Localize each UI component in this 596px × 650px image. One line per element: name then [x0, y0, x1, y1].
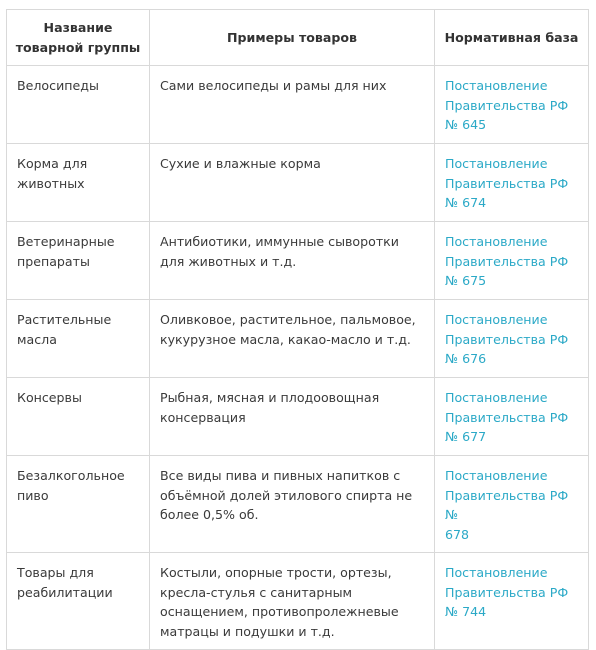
- cell-line[interactable]: Правительства РФ: [445, 409, 569, 425]
- cell-line: объёмной долей этилового спирта не: [160, 487, 413, 503]
- cell-base-link[interactable]: [435, 456, 589, 553]
- cell-examples: [150, 144, 435, 222]
- cell-line: Консервы: [17, 390, 82, 405]
- cell-group: [7, 378, 150, 456]
- cell-base-link[interactable]: [435, 66, 589, 144]
- cell-examples: [150, 66, 435, 144]
- cell-line[interactable]: № 677: [445, 429, 487, 444]
- cell-line: Рыбная, мясная и плодоовощная: [160, 390, 380, 405]
- table-row: [7, 553, 589, 650]
- cell-line: препараты: [17, 253, 90, 269]
- cell-line[interactable]: Постановление: [445, 78, 548, 93]
- cell-line: кресла-стулья с санитарным: [160, 584, 353, 600]
- cell-line: Оливковое, растительное, пальмовое,: [160, 312, 416, 327]
- cell-line: Безалкогольное: [17, 468, 125, 483]
- cell-line: Сами велосипеды и рамы для них: [160, 78, 387, 93]
- header-group-line: Название: [43, 20, 113, 35]
- cell-line: Антибиотики, иммунные сыворотки: [160, 234, 399, 249]
- cell-group: [7, 66, 150, 144]
- cell-examples: [150, 553, 435, 650]
- cell-base-link[interactable]: [435, 300, 589, 378]
- cell-base-link[interactable]: [435, 144, 589, 222]
- table-row: [7, 222, 589, 300]
- cell-line: более 0,5% об.: [160, 507, 259, 522]
- cell-line: Все виды пива и пивных напитков с: [160, 468, 401, 483]
- cell-base-link[interactable]: [435, 378, 589, 456]
- cell-group: [7, 222, 150, 300]
- cell-line: Костыли, опорные трости, ортезы,: [160, 565, 392, 580]
- cell-line: кукурузное масла, какао-масло и т.д.: [160, 331, 411, 347]
- table-header-row: [7, 10, 589, 66]
- cell-line[interactable]: Правительства РФ: [445, 584, 569, 600]
- cell-line[interactable]: Постановление: [445, 312, 548, 327]
- cell-line: матрацы и подушки и т.д.: [160, 623, 335, 639]
- cell-line[interactable]: Постановление: [445, 390, 548, 405]
- cell-line[interactable]: Правительства РФ: [445, 331, 569, 347]
- cell-line[interactable]: Правительства РФ: [445, 253, 569, 269]
- cell-line[interactable]: Постановление: [445, 234, 548, 249]
- cell-line[interactable]: Правительства РФ: [445, 97, 569, 113]
- table-row: [7, 300, 589, 378]
- table-row: [7, 66, 589, 144]
- cell-line: пиво: [17, 487, 49, 503]
- cell-line: оснащением, противопролежневые: [160, 604, 399, 619]
- cell-examples: [150, 378, 435, 456]
- cell-group: [7, 300, 150, 378]
- table-row: [7, 456, 589, 553]
- table-row: [7, 378, 589, 456]
- cell-line: Корма для: [17, 156, 88, 171]
- cell-base-link[interactable]: [435, 222, 589, 300]
- cell-line[interactable]: 678: [445, 526, 470, 542]
- cell-line: Товары для: [17, 565, 94, 580]
- cell-line[interactable]: Постановление: [445, 468, 548, 483]
- cell-examples: [150, 456, 435, 553]
- table-row: [7, 144, 589, 222]
- cell-base-link[interactable]: [435, 553, 589, 650]
- cell-line[interactable]: № 674: [445, 195, 487, 210]
- header-group-line: товарной группы: [15, 39, 141, 55]
- header-base: Нормативная база: [435, 10, 589, 66]
- cell-line[interactable]: № 675: [445, 273, 487, 288]
- cell-line[interactable]: № 676: [445, 351, 487, 366]
- header-group: [7, 10, 150, 66]
- cell-line[interactable]: Постановление: [445, 565, 548, 580]
- cell-line: масла: [17, 331, 57, 347]
- cell-line[interactable]: Правительства РФ №: [445, 487, 569, 522]
- cell-examples: [150, 222, 435, 300]
- cell-group: [7, 456, 150, 553]
- cell-line[interactable]: № 645: [445, 117, 487, 132]
- header-examples: Примеры товаров: [150, 10, 435, 66]
- cell-line: консервация: [160, 409, 246, 425]
- cell-group: [7, 553, 150, 650]
- cell-line[interactable]: Правительства РФ: [445, 175, 569, 191]
- cell-line: реабилитации: [17, 584, 113, 600]
- cell-group: [7, 144, 150, 222]
- cell-line: Растительные: [17, 312, 112, 327]
- cell-line: Велосипеды: [17, 78, 99, 93]
- cell-line: животных: [17, 175, 85, 191]
- cell-line: Ветеринарные: [17, 234, 115, 249]
- cell-line: для животных и т.д.: [160, 253, 297, 269]
- cell-line: Сухие и влажные корма: [160, 156, 321, 171]
- goods-table: [6, 9, 589, 650]
- cell-line[interactable]: № 744: [445, 604, 487, 619]
- cell-line[interactable]: Постановление: [445, 156, 548, 171]
- cell-examples: [150, 300, 435, 378]
